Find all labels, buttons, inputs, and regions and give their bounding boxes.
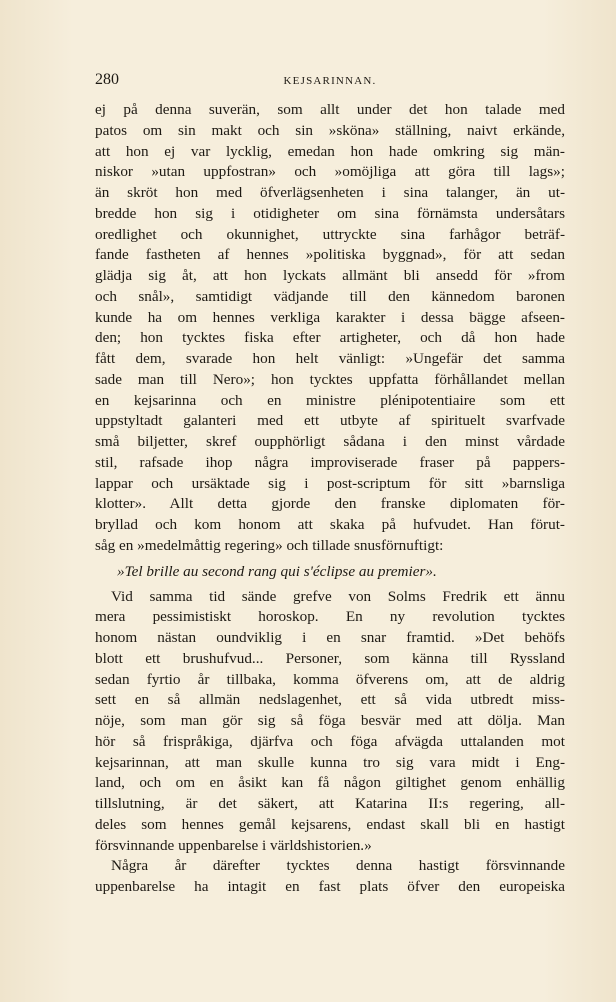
text-line: Vid samma tid sände grefve von Solms Fredrik ett ännu [111, 587, 565, 605]
text-line: sett en så allmän nedslagenhet, ett så vida utbredt miss- [95, 691, 565, 709]
text-line: sade man till Nero»; hon tycktes uppfatta förhållandet mellan [95, 370, 565, 388]
text-line: den; hon tycktes fiska efter artigheter, och då hon hade [95, 329, 565, 347]
text-line: bryllad och kom honom att skaka på hufvudet. Han förut- [95, 516, 565, 533]
paragraph-2 [95, 587, 565, 857]
text-line: kunde ha om hennes verkliga karakter i dessa bägge afseen- [95, 308, 565, 326]
text-line: fande fastheten af hennes »politiska byggnad», för att sedan [95, 246, 565, 264]
text-line: hör så frispråkiga, djärfva och föga afvägda uttalanden mot [95, 732, 565, 750]
text-line: såg en »medelmåttig regering» och tillade snusförnuftigt: [95, 536, 444, 554]
text-line: niskor »utan uppfostran» och »omöjliga att göra till lags»; [95, 163, 565, 181]
paragraph-3 [95, 856, 565, 898]
text-line: tillslutning, är det säkert, att Katarina II:s regering, all- [95, 795, 565, 812]
text-line: mera pessimistiskt horoskop. En ny revolution tycktes [95, 608, 565, 626]
body-text [95, 100, 565, 898]
text-line: små biljetter, skref oupphörligt sådana i den minst vårdade [95, 433, 565, 450]
text-line: uppenbarelse ha intagit en fast plats öfver den europeiska [95, 878, 565, 895]
paragraph-1 [95, 100, 565, 557]
text-line: och snål», samtidigt vädjande till den kännedom baronen [95, 287, 565, 305]
text-line: sedan fyrtio år tillbaka, komma öfverens om, att de aldrig [95, 670, 565, 688]
text-line: än skröt hon med öfverlägsenheten i sina talanger, än ut- [95, 184, 565, 201]
text-line: lappar och ursäktade sig i post-scriptum för sitt »barnsliga [95, 474, 565, 492]
text-line: oredlighet och okunnighet, uttryckte sina farhågor beträf- [95, 225, 565, 243]
text-line: klotter». Allt detta gjorde den franske diplomaten för- [95, 495, 565, 513]
text-line: bredde hon sig i otidigheter om sina förnämsta undersåtars [95, 204, 565, 222]
text-line: fått dem, svarade hon helt vänligt: »Ungefär det samma [95, 350, 565, 367]
text-line: en kejsarinna och en ministre plénipotentiaire som ett [95, 391, 565, 409]
text-line: kejsarinnan, att man skulle kunna tro sig vara midt i Eng- [95, 753, 565, 771]
text-line: stil, rafsade ihop några improviserade fraser på pappers- [95, 453, 565, 471]
text-line: patos om sin makt och sin »sköna» ställning, naivt erkände, [95, 121, 565, 139]
page-number: 280 [95, 71, 119, 88]
running-head: KEJSARINNAN. [283, 75, 377, 87]
page-header [95, 71, 565, 93]
text-line: land, och om en åsikt kan få någon giltighet genom enhällig [95, 774, 565, 792]
french-quote: »Tel brille au second rang qui s'éclipse au premier». [117, 562, 437, 580]
text-line: att hon ej var lycklig, emedan hon hade omkring sig män- [95, 142, 565, 160]
text-line: blott ett brushufvud... Personer, som känna till Ryssland [95, 649, 565, 667]
text-line: honom nästan oundviklig i en snar framtid. »Det behöfs [95, 629, 565, 646]
text-line: Några år därefter tycktes denna hastigt försvinnande [111, 857, 565, 875]
text-line: uppstyltadt galanteri med ett utbyte af spirituelt svarfvade [95, 412, 565, 430]
text-line: deles som hennes gemål kejsarens, endast skall bli en hastigt [95, 815, 565, 833]
text-line: glädja sig åt, att hon lyckats allmänt bli ansedd för »from [95, 267, 565, 284]
text-line: ej på denna suverän, som allt under det hon talade med [95, 101, 565, 118]
text-line: nöje, som man gör sig så föga besvär med att dölja. Man [95, 712, 565, 729]
text-line: försvinnande uppenbarelse i världshistorien.» [95, 836, 372, 854]
